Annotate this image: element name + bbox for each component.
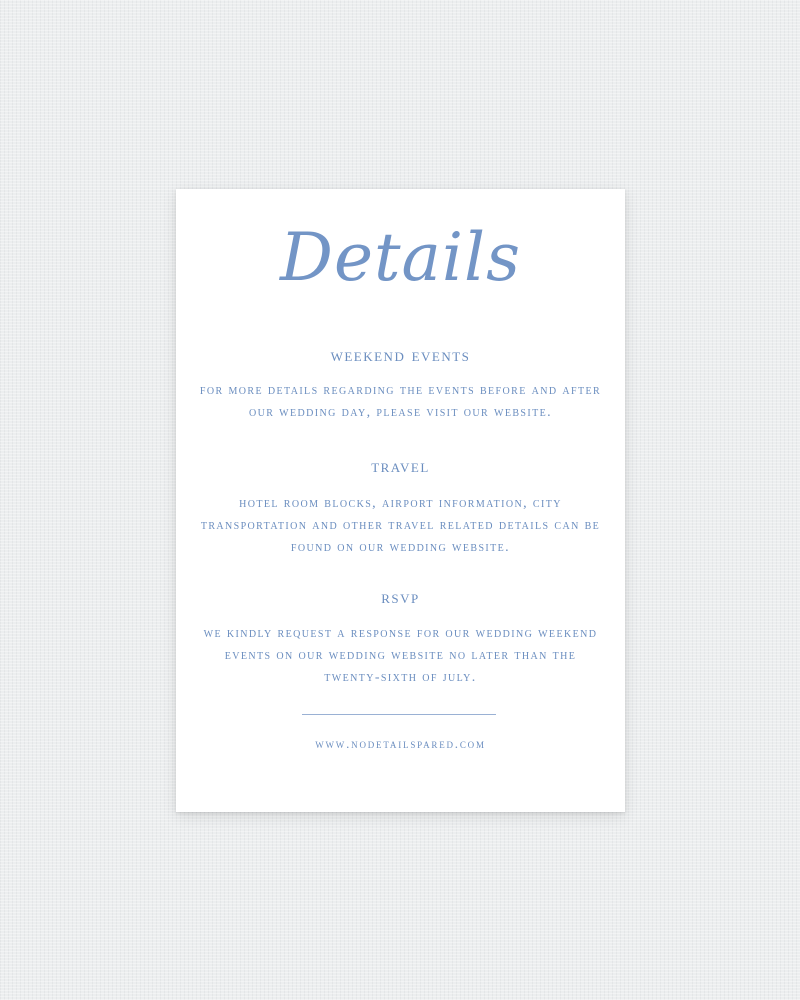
body-line: we kindly request a response for our wedding weekend [203, 626, 598, 641]
section-heading: travel [371, 456, 430, 477]
section-body [176, 380, 625, 424]
body-line: our wedding day, please visit our website. [248, 405, 553, 420]
section-heading: rsvp [381, 587, 420, 608]
details-card [176, 189, 625, 812]
card-title: Details [280, 219, 521, 296]
divider-line [302, 714, 496, 715]
body-line: events on our wedding website no later than the [224, 648, 577, 663]
website-url: www.nodetailspared.com [315, 736, 486, 751]
section-rsvp [176, 588, 625, 689]
section-weekend-events [176, 346, 625, 424]
section-body [176, 493, 625, 559]
body-line: found on our wedding website. [290, 540, 511, 555]
body-line: twenty-sixth of july. [324, 670, 477, 685]
body-line: hotel room blocks, airport information, city [239, 496, 562, 511]
body-line: for more details regarding the events before and after [199, 383, 602, 398]
section-heading: weekend events [330, 345, 471, 366]
section-travel [176, 457, 625, 559]
body-line: transportation and other travel related details can be [200, 518, 601, 533]
section-body [176, 623, 625, 689]
